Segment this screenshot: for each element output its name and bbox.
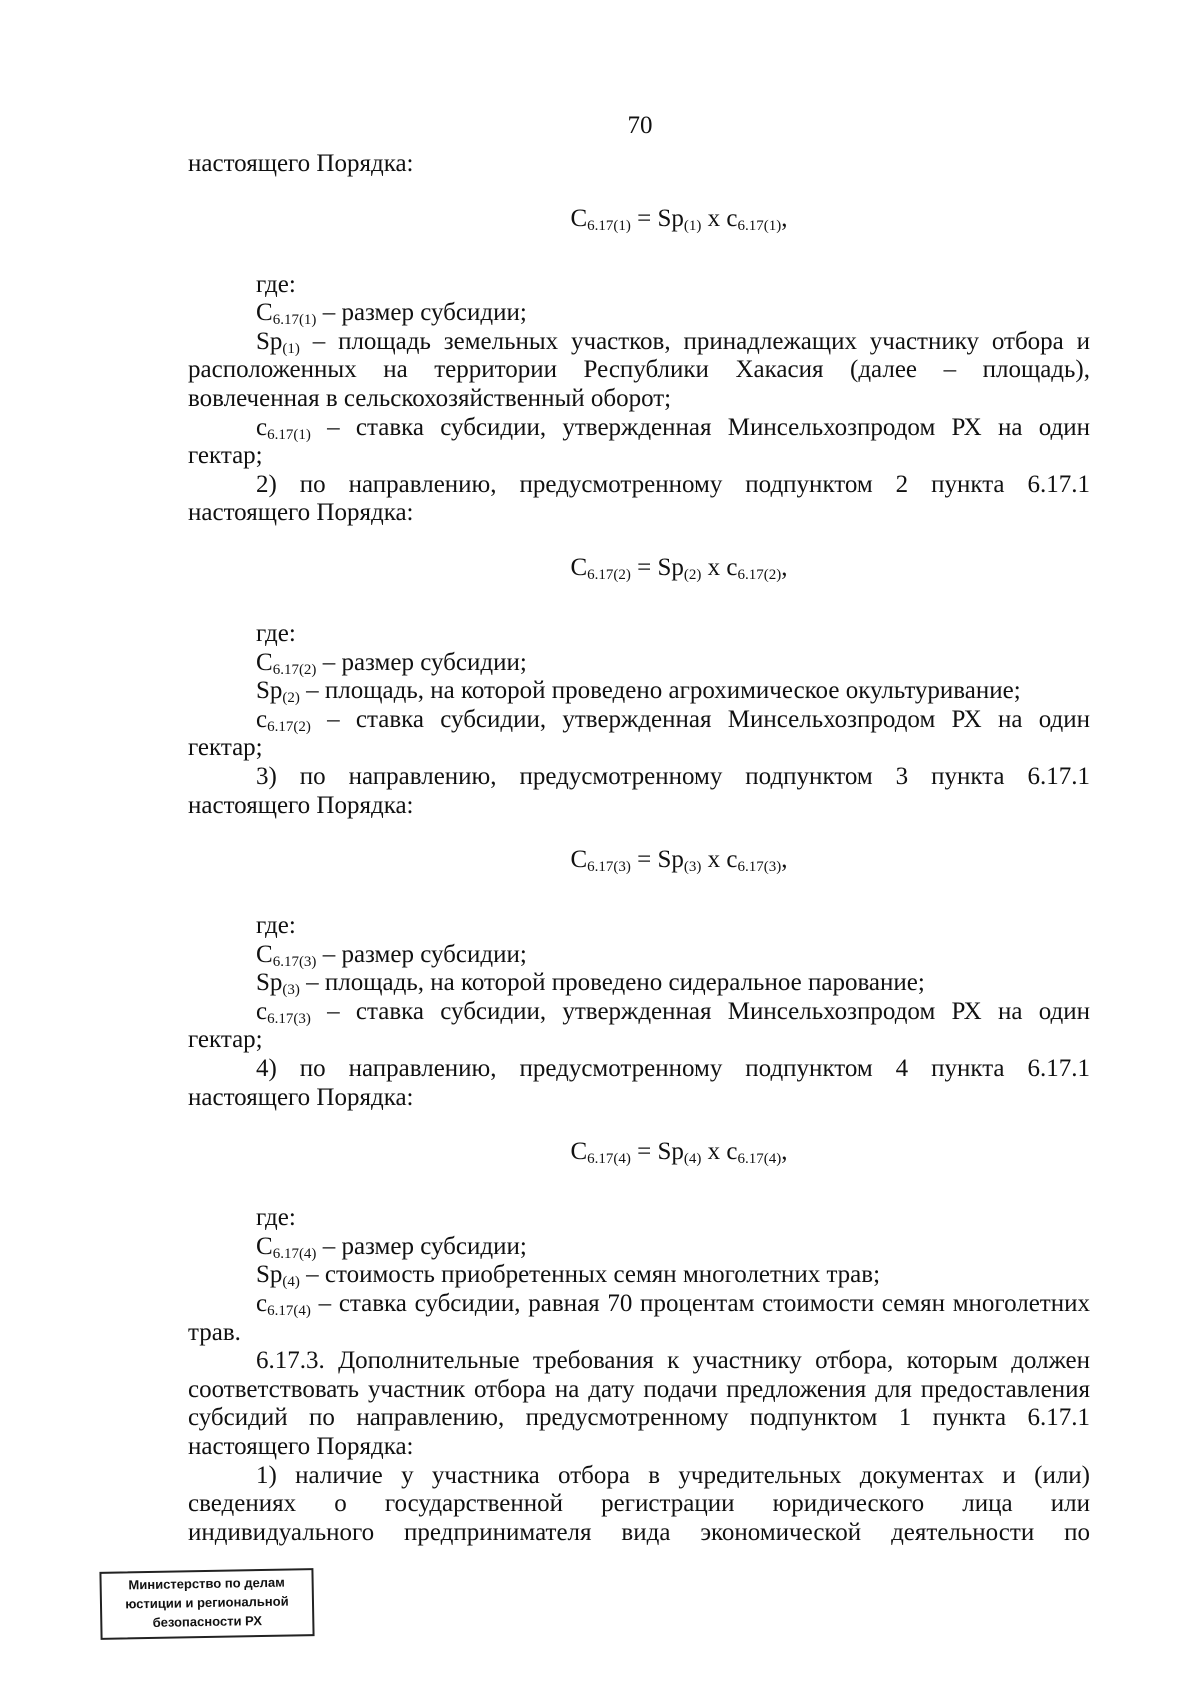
formula-subscript: 6.17(2) — [587, 566, 631, 583]
text-line: гектар; — [188, 734, 263, 762]
page-number: 70 — [627, 112, 653, 139]
formula-2 — [188, 554, 1090, 590]
stamp-line: безопасности РХ — [152, 1613, 263, 1630]
definition-text: – ставка субсидии, равная 70 процентам стоимости семян многолетних — [310, 1290, 1090, 1318]
formula-part: , — [781, 204, 788, 232]
text-line: гектар; — [188, 442, 263, 470]
stamp-line: Министерство по делам — [128, 1574, 285, 1593]
definition-line — [188, 1261, 1090, 1290]
formula-subscript: (1) — [683, 217, 702, 234]
text-line: 4) по направлению, предусмотренному подпунктом 4 пункта 6.17.1 — [256, 1055, 1090, 1083]
formula-part: x c — [701, 204, 738, 232]
formula-part: = Sp — [630, 553, 684, 581]
formula-subscript: (3) — [683, 859, 702, 876]
formula-part: , — [781, 846, 788, 874]
definition-line — [188, 941, 1090, 970]
formula-subscript: 6.17(2) — [737, 566, 782, 583]
formula-subscript: 6.17(3) — [737, 859, 782, 876]
formula-subscript: 6.17(1) — [737, 217, 782, 234]
text-line: где: — [256, 1204, 296, 1232]
text-line: настоящего Порядка: — [188, 791, 414, 819]
definition-symbol: Sp — [256, 1261, 283, 1289]
definition-line — [188, 328, 1090, 357]
formula-subscript: 6.17(1) — [587, 217, 631, 234]
text-line: индивидуального предпринимателя вида экономической деятельности по — [188, 1518, 1090, 1546]
definition-subscript: (2) — [282, 690, 300, 707]
definition-text: – размер субсидии; — [316, 299, 527, 327]
definition-line — [188, 414, 1090, 443]
formula-part: x c — [701, 1138, 738, 1166]
definition-line — [188, 706, 1090, 735]
formula-symbol: C — [570, 1138, 588, 1166]
formula-symbol: C — [570, 204, 588, 232]
formula-part: x c — [701, 553, 738, 581]
definition-symbol: c — [256, 413, 268, 441]
definition-subscript: (1) — [282, 340, 300, 357]
formula-part: = Sp — [630, 846, 684, 874]
definition-subscript: 6.17(4) — [272, 1245, 317, 1262]
formula-subscript: 6.17(3) — [587, 859, 631, 876]
text-line: настоящего Порядка: — [188, 1083, 414, 1111]
definition-symbol: C — [256, 940, 273, 968]
definition-subscript: (3) — [282, 982, 300, 999]
formula-subscript: (4) — [683, 1151, 702, 1168]
definition-subscript: 6.17(3) — [272, 953, 317, 970]
formula-subscript: 6.17(4) — [737, 1151, 782, 1168]
text-line: 3) по направлению, предусмотренному подпунктом 3 пункта 6.17.1 — [256, 762, 1090, 790]
definition-subscript: 6.17(1) — [272, 312, 317, 329]
stamp-line: юстиции и региональной — [125, 1593, 289, 1612]
formula-part: , — [781, 1138, 788, 1166]
text-line: где: — [256, 619, 296, 647]
definition-line — [188, 649, 1090, 678]
text-line: расположенных на территории Республики Хакасия (далее – площадь), — [188, 356, 1090, 384]
definition-text: – размер субсидии; — [316, 1232, 527, 1260]
ministry-stamp — [99, 1568, 314, 1640]
text-line: настоящего Порядка: — [188, 150, 414, 177]
text-line: 1) наличие у участника отбора в учредительных документах и (или) — [256, 1461, 1090, 1489]
formula-part: x c — [701, 846, 738, 874]
definition-subscript: 6.17(2) — [272, 661, 317, 678]
formula-symbol: C — [570, 553, 588, 581]
text-line: 2) по направлению, предусмотренному подпунктом 2 пункта 6.17.1 — [256, 470, 1090, 498]
definition-symbol: C — [256, 1232, 273, 1260]
text-line: гектар; — [188, 1026, 263, 1054]
definition-text: – размер субсидии; — [316, 648, 527, 676]
definition-line — [188, 969, 1090, 998]
definition-text: – ставка субсидии, утвержденная Минсельхозпродом РХ на один — [310, 997, 1090, 1025]
definition-symbol: c — [256, 1290, 268, 1318]
definition-text: – площадь земельных участков, принадлежащих участнику отбора и — [299, 327, 1090, 355]
definition-symbol: Sp — [256, 969, 283, 997]
formula-4 — [188, 1138, 1090, 1174]
definition-subscript: 6.17(4) — [267, 1303, 311, 1320]
definition-text: – стоимость приобретенных семян многолетних трав; — [299, 1261, 881, 1289]
definition-subscript: 6.17(1) — [267, 426, 311, 443]
document-body — [188, 150, 1090, 1547]
text-line: где: — [256, 912, 296, 940]
text-line: вовлеченная в сельскохозяйственный оборот; — [188, 384, 672, 412]
text-line: настоящего Порядка: — [188, 499, 414, 527]
definition-line — [188, 998, 1090, 1027]
definition-line — [188, 677, 1090, 706]
formula-subscript: (2) — [683, 566, 702, 583]
formula-part: = Sp — [630, 204, 684, 232]
text-line: 6.17.3. Дополнительные требования к участнику отбора, которым должен — [256, 1347, 1090, 1375]
text-line: сведениях о государственной регистрации юридического лица или — [188, 1490, 1090, 1518]
definition-symbol: Sp — [256, 327, 283, 355]
definition-symbol: C — [256, 648, 273, 676]
definition-line — [188, 1233, 1090, 1262]
definition-text: – ставка субсидии, утвержденная Минсельхозпродом РХ на один — [310, 413, 1090, 441]
definition-symbol: c — [256, 705, 268, 733]
definition-subscript: 6.17(3) — [267, 1010, 311, 1027]
text-line: настоящего Порядка: — [188, 1433, 414, 1460]
text-line: трав. — [188, 1318, 241, 1346]
definition-text: – размер субсидии; — [316, 940, 527, 968]
text-line: соответствовать участник отбора на дату подачи предложения для предоставления — [188, 1375, 1090, 1403]
formula-part: , — [781, 553, 788, 581]
definition-subscript: (4) — [282, 1274, 300, 1291]
definition-symbol: c — [256, 997, 268, 1025]
formula-part: = Sp — [630, 1138, 684, 1166]
definition-line — [188, 1290, 1090, 1319]
text-line: субсидий по направлению, предусмотренному подпунктом 1 пункта 6.17.1 — [188, 1404, 1090, 1432]
definition-symbol: Sp — [256, 677, 283, 705]
formula-3 — [188, 846, 1090, 882]
formula-subscript: 6.17(4) — [587, 1151, 631, 1168]
text-line: где: — [256, 270, 296, 298]
definition-symbol: C — [256, 299, 273, 327]
definition-text: – площадь, на которой проведено агрохимическое окультуривание; — [299, 677, 1021, 705]
definition-line — [188, 299, 1090, 328]
formula-1 — [188, 205, 1090, 241]
definition-text: – ставка субсидии, утвержденная Минсельхозпродом РХ на один — [310, 705, 1090, 733]
definition-text: – площадь, на которой проведено сидеральное парование; — [299, 969, 925, 997]
definition-subscript: 6.17(2) — [267, 718, 311, 735]
formula-symbol: C — [570, 846, 588, 874]
